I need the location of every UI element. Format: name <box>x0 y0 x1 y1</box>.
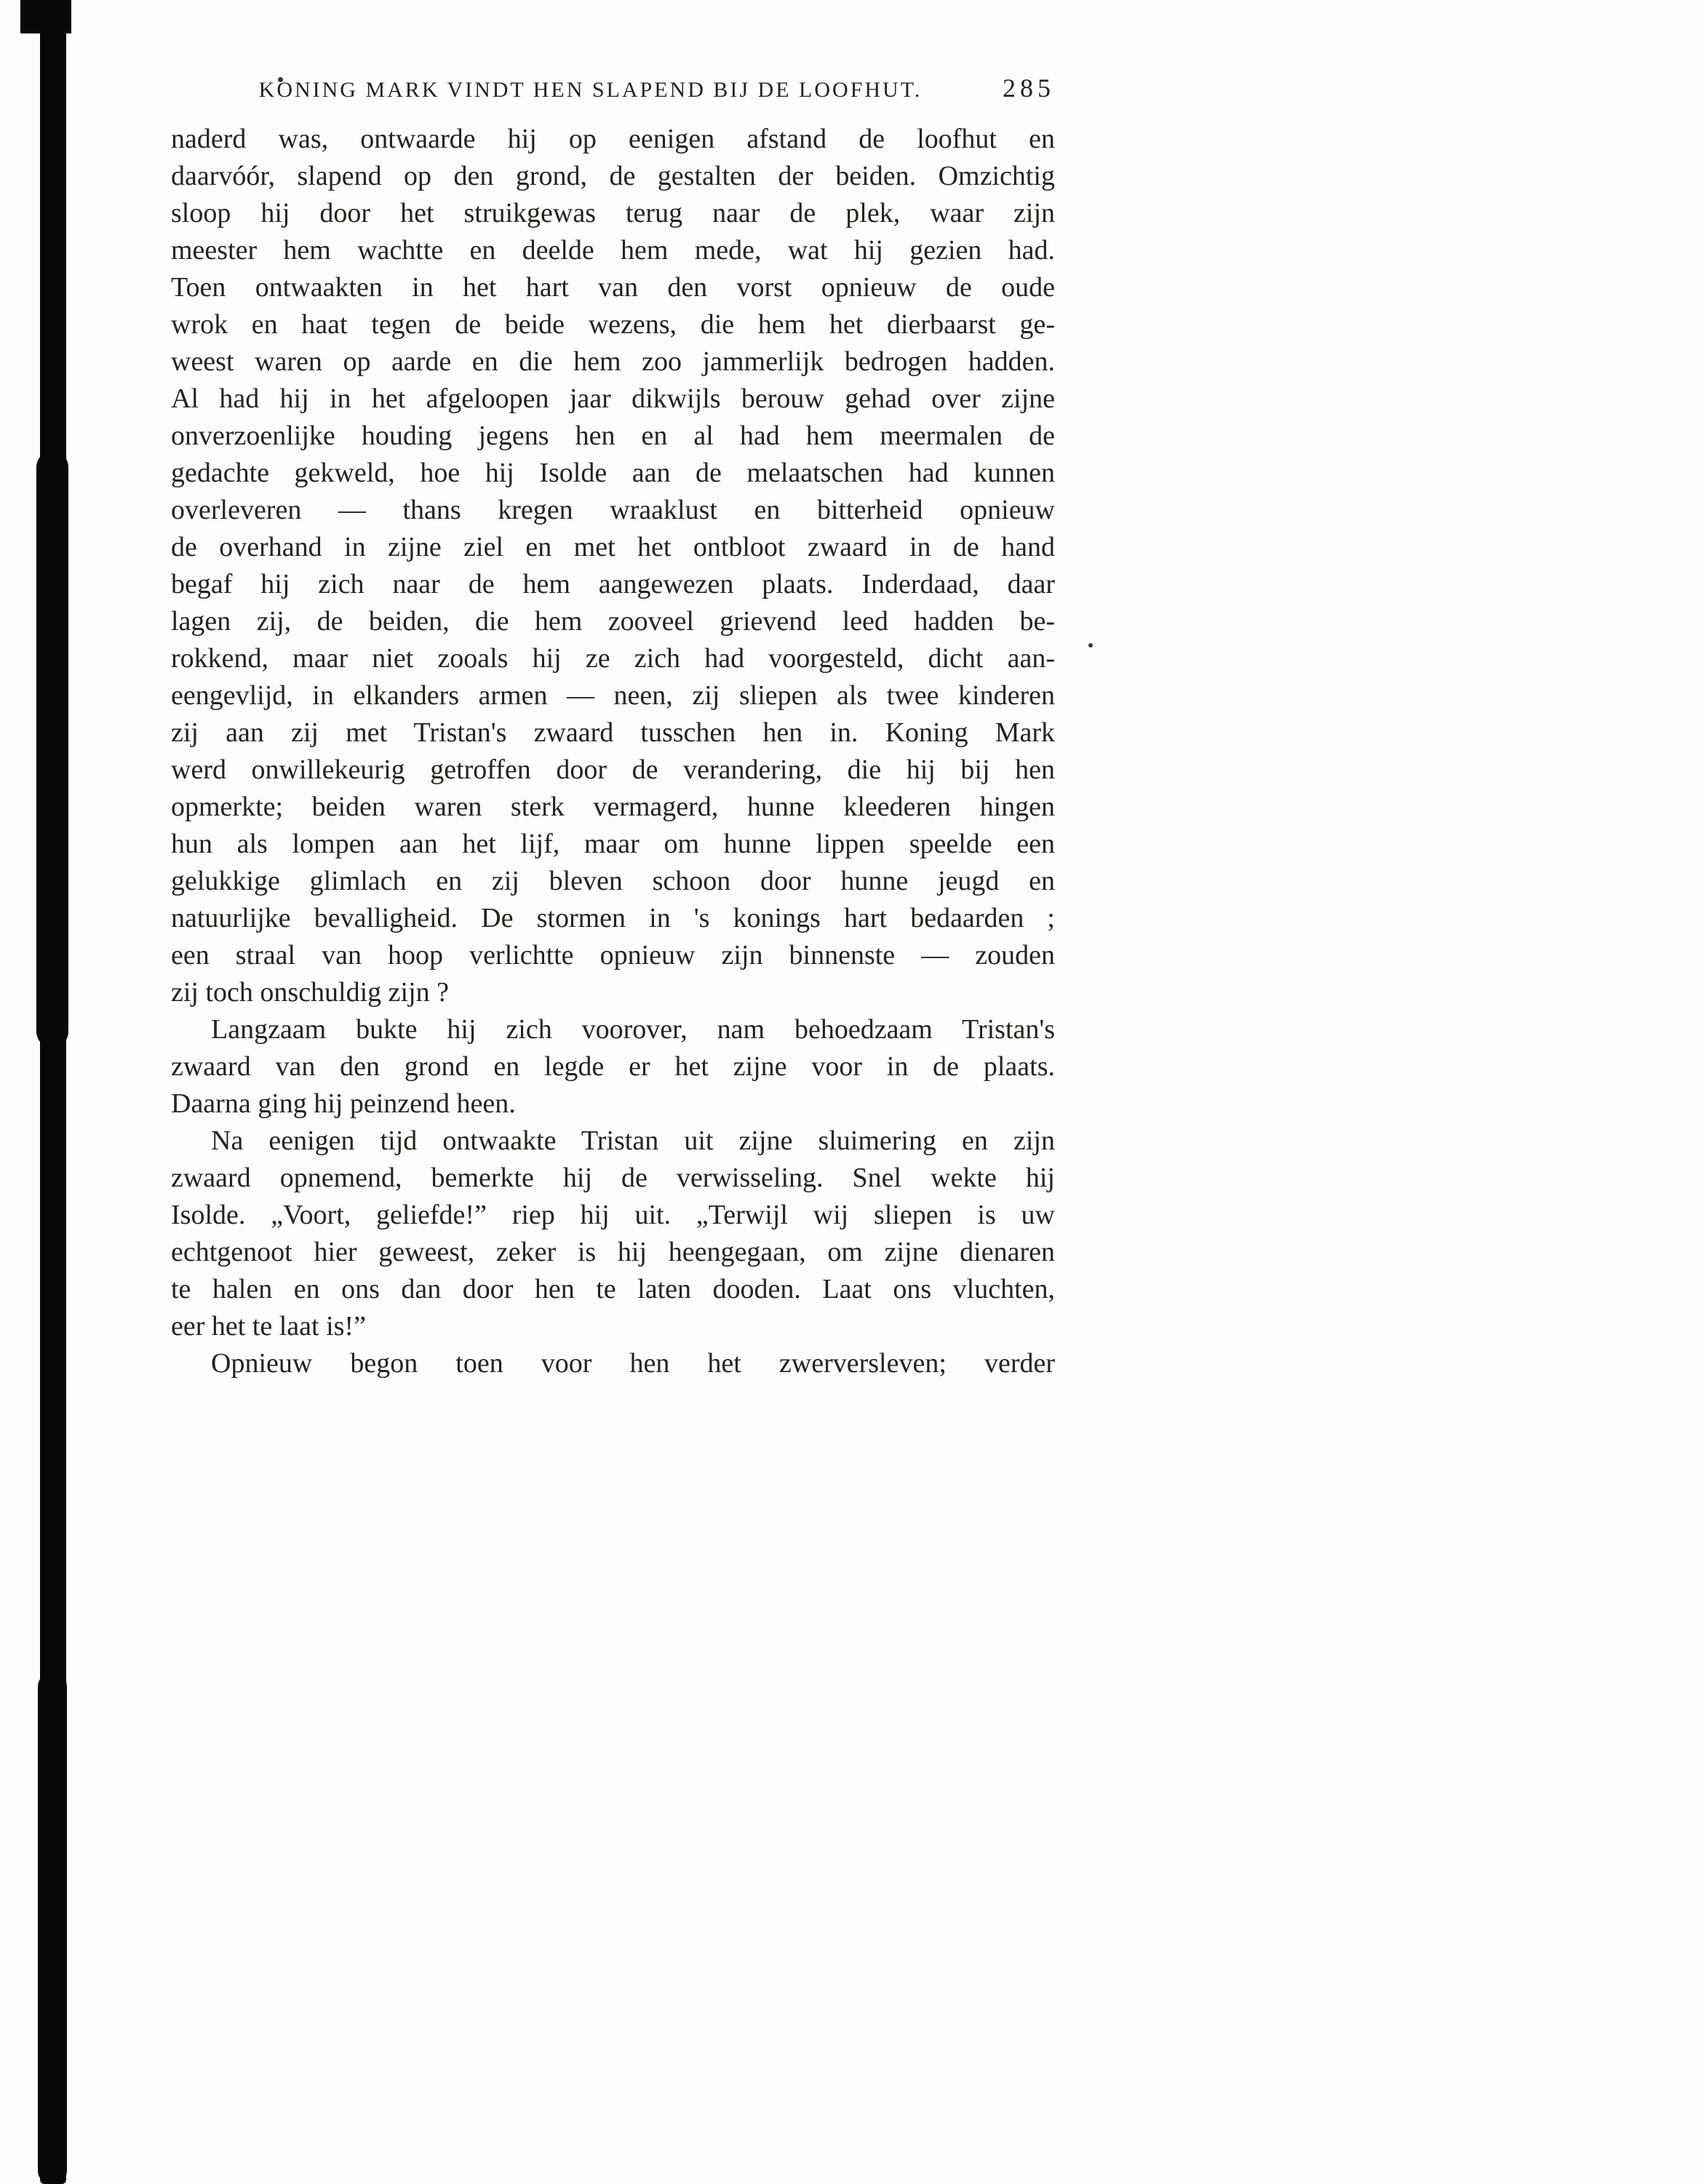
text-line: Isolde. „Voort, geliefde!” riep hij uit. „Terwijl wij sliepen is uw <box>171 1200 1055 1230</box>
text-line: lagen zij, de beiden, die hem zooveel grievend leed hadden be- <box>171 606 1055 637</box>
paragraph <box>171 1011 1055 1123</box>
text-line: weest waren op aarde en die hem zoo jammerlijk bedrogen hadden. <box>171 346 1055 377</box>
text-line: overleveren — thans kregen wraaklust en bitterheid opnieuw <box>171 495 1055 525</box>
text-line: onverzoenlijke houding jegens hen en al had hem meermalen de <box>171 421 1055 451</box>
text-line: zwaard van den grond en legde er het zijne voor in de plaats. <box>171 1051 1055 1082</box>
scan-binding-corner <box>20 0 71 33</box>
text-line: zij toch onschuldig zijn ? <box>171 977 450 1008</box>
text-line: gedachte gekweld, hoe hij Isolde aan de melaatschen had kunnen <box>171 458 1055 488</box>
text-column <box>171 73 1055 1382</box>
text-line: rokkend, maar niet zooals hij ze zich had voorgesteld, dicht aan- <box>171 643 1055 674</box>
scan-binding-lower <box>38 1673 67 2184</box>
text-line: opmerkte; beiden waren sterk vermagerd, hunne kleederen hingen <box>171 792 1055 822</box>
text-line: natuurlijke bevalligheid. De stormen in 's konings hart bedaarden ; <box>171 903 1055 933</box>
text-line: te halen en ons dan door hen te laten dooden. Laat ons vluchten, <box>171 1274 1055 1304</box>
text-line: de overhand in zijne ziel en met het ontbloot zwaard in de hand <box>171 532 1055 562</box>
text-line: Al had hij in het afgeloopen jaar dikwijls berouw gehad over zijne <box>171 383 1055 414</box>
text-line: gelukkige glimlach en zij bleven schoon door hunne jeugd en <box>171 866 1055 896</box>
paragraph <box>171 1123 1055 1345</box>
text-line: sloop hij door het struikgewas terug naar de plek, waar zijn <box>171 198 1055 228</box>
text-line: Daarna ging hij peinzend heen. <box>171 1088 516 1119</box>
text-line: begaf hij zich naar de hem aangewezen plaats. Inderdaad, daar <box>171 569 1055 599</box>
text-line: meester hem wachtte en deelde hem mede, wat hij gezien had. <box>171 235 1055 266</box>
text-line: Opnieuw begon toen voor hen het zwerversleven; verder <box>211 1348 1055 1379</box>
text-line: eer het te laat is!” <box>171 1311 366 1342</box>
text-line: wrok en haat tegen de beide wezens, die hem het dierbaarst ge- <box>171 309 1055 340</box>
running-head-title: KONING MARK VINDT HEN SLAPEND BIJ DE LOOFHUT. <box>258 78 923 102</box>
text-line: naderd was, ontwaarde hij op eenigen afstand de loofhut en <box>171 124 1055 154</box>
text-line: hun als lompen aan het lijf, maar om hunne lippen speelde een <box>171 829 1055 859</box>
paragraph <box>171 1345 1055 1382</box>
text-line: Toen ontwaakten in het hart van den vorst opnieuw de oude <box>171 272 1055 303</box>
text-line: zij aan zij met Tristan's zwaard tusschen hen in. Koning Mark <box>171 717 1055 748</box>
scan-speck <box>1088 643 1093 647</box>
paragraph <box>171 121 1055 1011</box>
text-line: echtgenoot hier geweest, zeker is hij heengegaan, om zijne dienaren <box>171 1237 1055 1267</box>
text-line: Langzaam bukte hij zich voorover, nam behoedzaam Tristan's <box>211 1014 1055 1045</box>
text-line: Na eenigen tijd ontwaakte Tristan uit zijne sluimering en zijn <box>211 1125 1055 1156</box>
text-line: daarvóór, slapend op den grond, de gestalten der beiden. Omzichtig <box>171 161 1055 191</box>
page-body <box>171 121 1055 1382</box>
text-line: een straal van hoop verlichtte opnieuw zijn binnenste — zouden <box>171 940 1055 971</box>
text-line: werd onwillekeurig getroffen door de verandering, die hij bij hen <box>171 754 1055 785</box>
page-number: 285 <box>1003 73 1055 103</box>
text-line: zwaard opnemend, bemerkte hij de verwisseling. Snel wekte hij <box>171 1163 1055 1193</box>
text-line: eengevlijd, in elkanders armen — neen, zij sliepen als twee kinderen <box>171 680 1055 711</box>
running-head <box>171 73 1055 105</box>
scan-binding-bulge <box>36 451 68 1048</box>
